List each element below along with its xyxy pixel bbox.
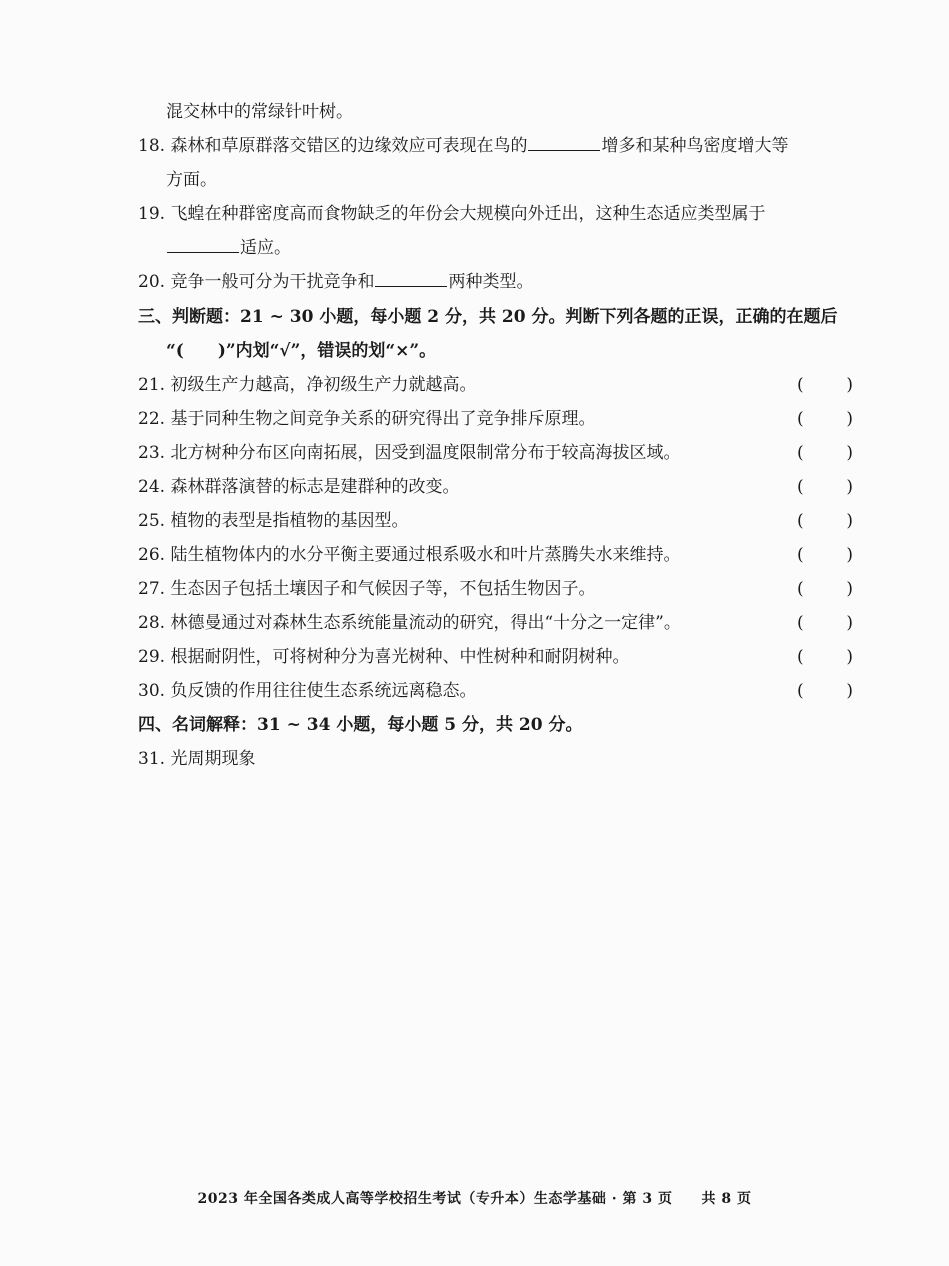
paren-open: ( (797, 409, 804, 429)
paren-open: ( (797, 613, 804, 633)
tf-item-25 (138, 509, 853, 533)
answer-paren[interactable] (797, 543, 853, 567)
tf-item-30 (138, 679, 853, 703)
paren-open: ( (797, 579, 804, 599)
paren-close: ) (846, 613, 853, 633)
tf-item-text: 22. 基于同种生物之间竞争关系的研究得出了竞争排斥原理。 (138, 409, 596, 429)
tf-item-26 (138, 543, 853, 567)
tf-item-23 (138, 441, 853, 465)
paren-close: ) (846, 375, 853, 395)
tf-item-24 (138, 475, 853, 499)
paren-close: ) (846, 511, 853, 531)
question-20 (138, 270, 853, 294)
answer-paren[interactable] (797, 407, 853, 431)
question-20-text-a: 20. 竞争一般可分为干扰竞争和 (138, 272, 375, 292)
question-20-text-b: 两种类型。 (448, 272, 534, 292)
answer-blank-19[interactable] (167, 236, 239, 253)
paren-close: ) (846, 545, 853, 565)
tf-item-text: 24. 森林群落演替的标志是建群种的改变。 (138, 477, 460, 497)
question-18 (138, 134, 853, 158)
tf-item-text: 23. 北方树种分布区向南拓展，因受到温度限制常分布于较高海拔区域。 (138, 443, 681, 463)
answer-blank-18[interactable] (528, 134, 600, 151)
question-17-continuation: 混交林中的常绿针叶树。 (166, 102, 353, 122)
answer-paren[interactable] (797, 373, 853, 397)
answer-paren[interactable] (797, 645, 853, 669)
section-4-header: 四、名词解释：31 ~ 34 小题，每小题 5 分，共 20 分。 (138, 715, 583, 735)
tf-item-text: 28. 林德曼通过对森林生态系统能量流动的研究，得出“十分之一定律”。 (138, 613, 681, 633)
question-31: 31. 光周期现象 (138, 749, 256, 769)
paren-close: ) (846, 443, 853, 463)
paren-open: ( (797, 477, 804, 497)
answer-paren[interactable] (797, 577, 853, 601)
answer-blank-20[interactable] (375, 270, 447, 287)
answer-paren[interactable] (797, 679, 853, 703)
paren-close: ) (846, 681, 853, 701)
tf-item-22 (138, 407, 853, 431)
paren-close: ) (846, 409, 853, 429)
answer-paren[interactable] (797, 475, 853, 499)
paren-open: ( (797, 511, 804, 531)
tf-item-text: 21. 初级生产力越高，净初级生产力就越高。 (138, 375, 477, 395)
paren-open: ( (797, 443, 804, 463)
tf-item-28 (138, 611, 853, 635)
section-3-header: 三、判断题：21 ~ 30 小题，每小题 2 分，共 20 分。判断下列各题的正误，正确的在题后 (138, 307, 838, 327)
question-19-text-b: 适应。 (240, 238, 291, 258)
tf-item-21 (138, 373, 853, 397)
tf-item-29 (138, 645, 853, 669)
answer-paren[interactable] (797, 611, 853, 635)
paren-open: ( (797, 545, 804, 565)
question-19-continuation (166, 236, 853, 260)
tf-item-text: 30. 负反馈的作用往往使生态系统远离稳态。 (138, 681, 477, 701)
paren-close: ) (846, 647, 853, 667)
tf-item-text: 26. 陆生植物体内的水分平衡主要通过根系吸水和叶片蒸腾失水来维持。 (138, 545, 681, 565)
question-18-text-a: 18. 森林和草原群落交错区的边缘效应可表现在鸟的 (138, 136, 528, 156)
tf-item-text: 27. 生态因子包括土壤因子和气候因子等，不包括生物因子。 (138, 579, 596, 599)
question-19: 19. 飞蝗在种群密度高而食物缺乏的年份会大规模向外迁出，这种生态适应类型属于 (138, 204, 766, 224)
section-3-instructions: “( )”内划“√”，错误的划“×”。 (166, 341, 437, 361)
paren-close: ) (846, 477, 853, 497)
paren-open: ( (797, 647, 804, 667)
page-footer: 2023 年全国各类成人高等学校招生考试（专升本）生态学基础 · 第 3 页 共 8 页 (197, 1191, 752, 1207)
paren-open: ( (797, 681, 804, 701)
tf-item-27 (138, 577, 853, 601)
paren-open: ( (797, 375, 804, 395)
answer-paren[interactable] (797, 441, 853, 465)
paren-close: ) (846, 579, 853, 599)
tf-item-text: 29. 根据耐阴性，可将树种分为喜光树种、中性树种和耐阴树种。 (138, 647, 630, 667)
tf-item-text: 25. 植物的表型是指植物的基因型。 (138, 511, 409, 531)
answer-paren[interactable] (797, 509, 853, 533)
question-18-text-b: 增多和某种鸟密度增大等 (601, 136, 789, 156)
question-18-continuation: 方面。 (166, 170, 217, 190)
